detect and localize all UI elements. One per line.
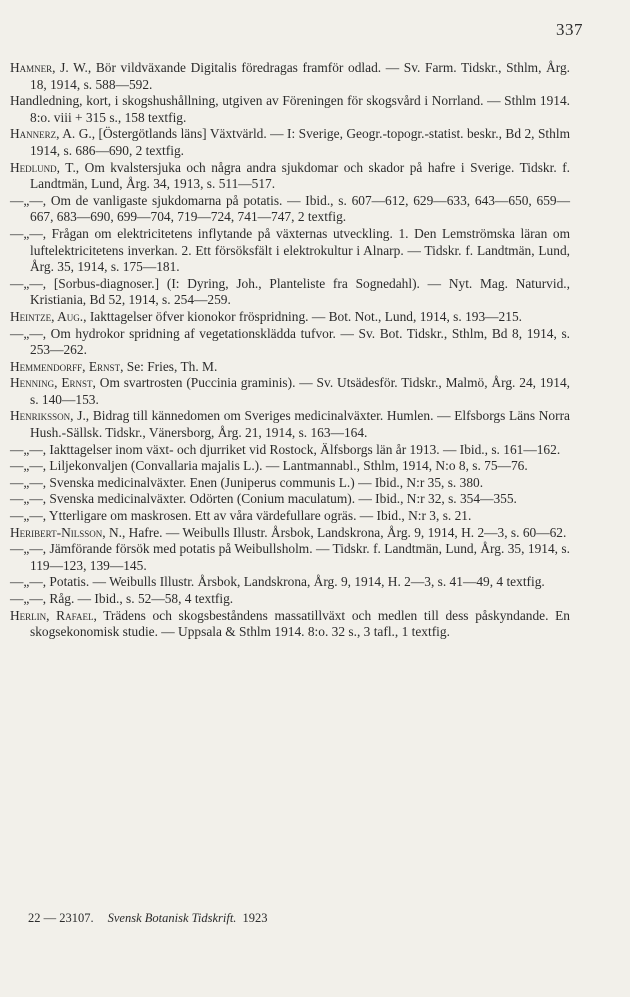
entry-text: —„—, [Sorbus-diagnoser.] (I: Dyring, Joh., Planteliste fra Sognedahl). — Nyt. Mag. Naturvid., Kristiania, Bd 52, 1914, s. 254—259. [10, 275, 570, 308]
entry-author: Hemmendorff, Ernst, [10, 358, 124, 374]
entry-text: —„—, Frågan om elektricitetens inflytande på växternas utveckling. 1. Den Lemströmska läran om luftelektricitetens inverkan. 2. Ett försöksfält i elektrokultur i Alnarp. — Tidskr. f. Landtmän, Lund, Årg. 35, 1914, s. 175—181. [10, 225, 570, 275]
bibliography-entry [10, 226, 570, 276]
entry-text: —„—, Ytterligare om maskrosen. Ett av våra värdefullare ogräs. — Ibid., N:r 3, s. 21. [10, 508, 472, 524]
bibliography-entry [10, 458, 570, 475]
entry-text: —„—, Svenska medicinalväxter. Odörten (Conium maculatum). — Ibid., N:r 32, s. 354—355. [10, 491, 517, 507]
entry-text: Trädens och skogsbeståndens massatillväxt och medlen till dess påskyndande. En skogsekonomisk studie. — Uppsala & Sthlm 1914. 8:o. 32 s., 3 tafl., 1 textfig. [30, 607, 570, 640]
entry-text: Iakttagelser öfver kionokor fröspridning. — Bot. Not., Lund, 1914, s. 193—215. [86, 308, 522, 324]
entry-text: —„—, Råg. — Ibid., s. 52—58, 4 textfig. [10, 591, 234, 606]
bibliography-entry [10, 359, 570, 376]
bibliography-entry [10, 491, 570, 508]
bibliography-list [10, 60, 570, 641]
entry-author: Henning, Ernst, [10, 375, 96, 391]
entry-author: Hamner, J. W., [10, 60, 92, 75]
entry-text: Bör vildväxande Digitalis föredragas framför odlad. — Sv. Farm. Tidskr., Sthlm, Årg. 18, 1914, s. 588—592. [30, 60, 570, 92]
entry-author: Henriksson, J., [10, 408, 90, 424]
entry-author: Heintze, Aug., [10, 308, 87, 324]
bibliography-entry [10, 475, 570, 492]
bibliography-entry [10, 276, 570, 309]
entry-text: —„—, Liljekonvaljen (Convallaria majalis L.). — Lantmannabl., Sthlm, 1914, N:o 8, s. 75—76. [10, 458, 528, 474]
entry-author: Herlin, Rafael, [10, 607, 97, 623]
entry-text: —„—, Svenska medicinalväxter. Enen (Juniperus communis L.) — Ibid., N:r 35, s. 380. [10, 474, 484, 490]
entry-text: Handledning, kort, i skogshushållning, utgiven av Föreningen för skogsvård i Norrland. — Sthlm 1914. 8:o. viii + 315 s., 158 textfig. [10, 93, 570, 125]
entry-author: Heribert-Nilsson, N., [10, 524, 126, 540]
bibliography-entry [10, 60, 570, 93]
bibliography-entry [10, 375, 570, 408]
footer-journal: Svensk Botanisk Tidskrift. [107, 911, 237, 925]
entry-text: Om kvalstersjuka och några andra sjukdomar och skador på hafre i Sverige. Tidskr. f. Landtmän, Lund, Årg. 34, 1913, s. 511—517. [30, 159, 570, 192]
entry-text: —„—, Om de vanligaste sjukdomarna på potatis. — Ibid., s. 607—612, 629—633, 643—650, 659—667, 683—690, 699—704, 719—724, 741—747, 2 textfig. [10, 192, 570, 225]
footer-signature: 22 — 23107. [28, 911, 94, 925]
entry-text: —„—, Om hydrokor spridning af vegetationsklädda tufvor. — Sv. Bot. Tidskr., Sthlm, Bd 8, 1914, s. 253—262. [10, 325, 570, 358]
bibliography-entry [10, 541, 570, 574]
bibliography-entry [10, 193, 570, 226]
footer-year: 1923 [242, 911, 268, 925]
entry-text: Bidrag till kännedomen om Sveriges medicinalväxter. Humlen. — Elfsborgs Läns Norra Hush.-Sällsk. Tidskr., Vänersborg, Årg. 21, 1914, s. 163—164. [30, 408, 570, 441]
entry-author: Hedlund, T., [10, 159, 80, 175]
bibliography-entry [10, 160, 570, 193]
entry-text: —„—, Jämförande försök med potatis på Weibullsholm. — Tidskr. f. Landtmän, Lund, Årg. 35, 1914, s. 119—123, 139—145. [10, 541, 570, 573]
entry-text: —„—, Iakttagelser inom växt- och djurriket vid Rostock, Älfsborgs län år 1913. — Ibid., s. 161—162. [10, 441, 561, 457]
bibliography-entry [10, 508, 570, 525]
entry-text: Om svartrosten (Puccinia graminis). — Sv. Utsädesför. Tidskr., Malmö, Årg. 24, 1914, s. 140—153. [30, 375, 570, 407]
bibliography-entry [10, 608, 570, 641]
entry-text: Hafre. — Weibulls Illustr. Årsbok, Landskrona, Årg. 9, 1914, H. 2—3, s. 60—62. [125, 524, 567, 540]
entry-text: —„—, Potatis. — Weibulls Illustr. Årsbok, Landskrona, Årg. 9, 1914, H. 2—3, s. 41—49, 4 textfig. [10, 574, 545, 590]
entry-text: Se: Fries, Th. M. [123, 358, 218, 374]
bibliography-entry [10, 93, 570, 126]
page-footer [28, 911, 267, 926]
bibliography-entry [10, 309, 570, 326]
bibliography-entry [10, 574, 570, 591]
entry-author: Hannerz, A. G., [10, 126, 96, 142]
bibliography-entry [10, 525, 570, 542]
bibliography-entry [10, 442, 570, 459]
bibliography-entry [10, 126, 570, 159]
entry-text: [Östergötlands läns] Växtvärld. — I: Sverige, Geogr.-topogr.-statist. beskr., Bd 2, Sthlm 1914, s. 686—690, 2 textfig. [30, 126, 570, 158]
bibliography-entry [10, 326, 570, 359]
bibliography-entry [10, 408, 570, 441]
page-number: 337 [556, 20, 583, 39]
bibliography-entry [10, 591, 570, 608]
